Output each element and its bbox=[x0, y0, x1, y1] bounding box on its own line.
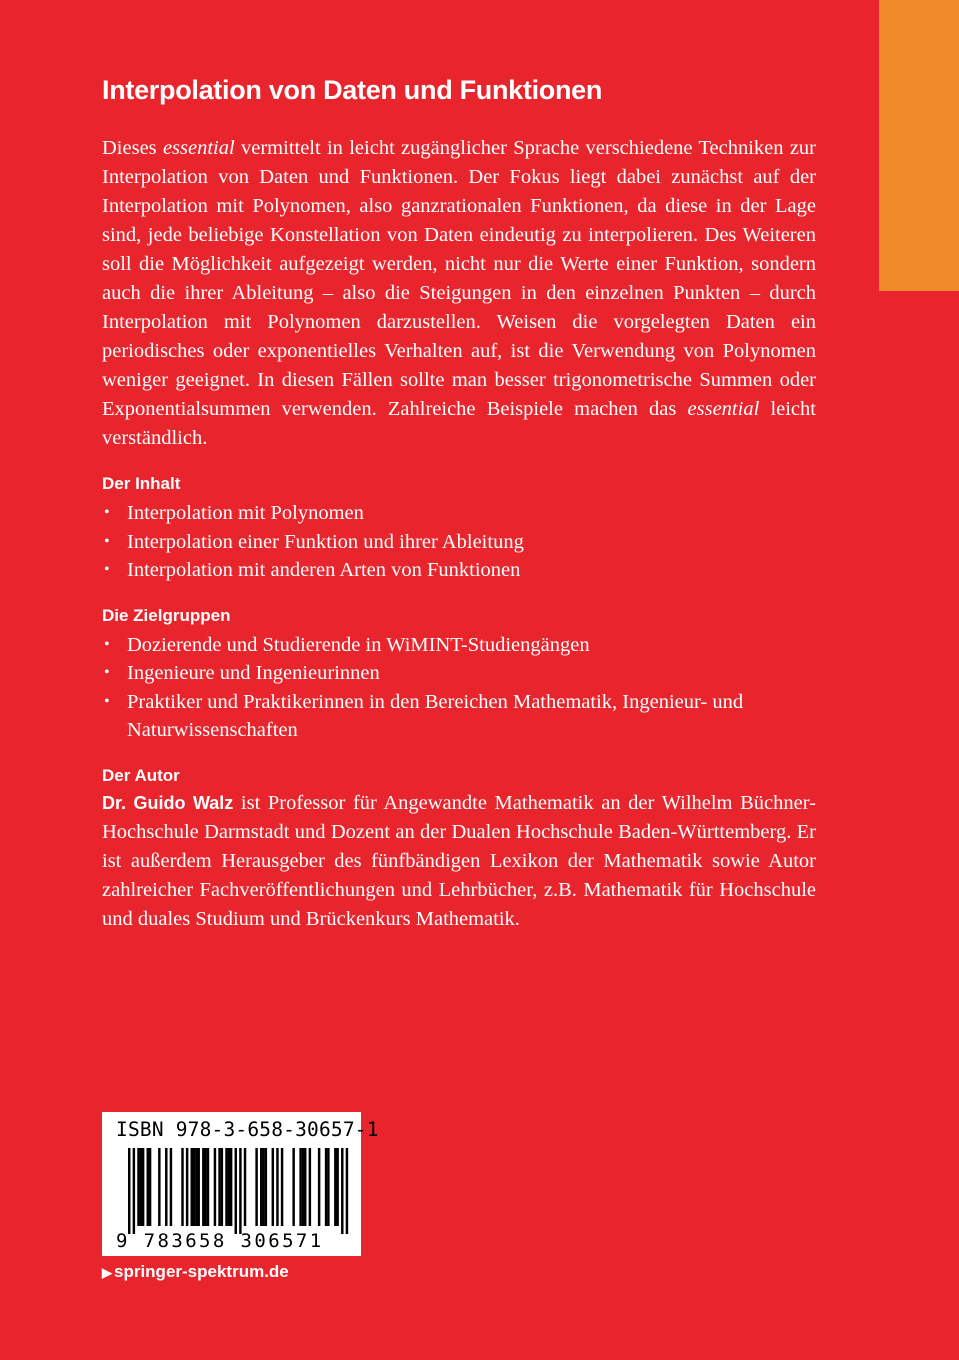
intro-text-3: leicht verständlich. bbox=[102, 398, 816, 449]
barcode-bar bbox=[204, 1148, 206, 1226]
barcode-bar bbox=[281, 1148, 283, 1226]
barcode-bar bbox=[309, 1148, 311, 1226]
section-heading-autor: Der Autor bbox=[102, 765, 180, 785]
barcode-bar bbox=[221, 1148, 223, 1226]
barcode-bar bbox=[230, 1148, 232, 1226]
barcode-bar bbox=[299, 1148, 301, 1226]
back-cover-content bbox=[102, 70, 816, 934]
intro-text-1: Dieses bbox=[102, 137, 163, 159]
list-item: • Interpolation einer Funktion und ihrer Ableitung bbox=[102, 528, 816, 557]
zielgruppen-list bbox=[102, 631, 816, 745]
barcode-bar bbox=[147, 1148, 149, 1226]
barcode-bar bbox=[195, 1148, 197, 1226]
barcode-bar bbox=[334, 1148, 336, 1226]
barcode-bar bbox=[272, 1148, 274, 1226]
inhalt-list bbox=[102, 499, 816, 585]
barcode-bar bbox=[158, 1148, 160, 1226]
publisher-website-link[interactable] bbox=[102, 1262, 289, 1282]
barcode-image bbox=[102, 1148, 361, 1234]
barcode-bar bbox=[318, 1148, 320, 1226]
barcode-bar bbox=[260, 1148, 262, 1226]
barcode-bar bbox=[262, 1148, 264, 1226]
barcode-bar bbox=[140, 1148, 142, 1226]
barcode-bar bbox=[181, 1148, 183, 1226]
list-item: • Interpolation mit anderen Arten von Funktionen bbox=[102, 556, 816, 585]
barcode-bar bbox=[235, 1148, 237, 1234]
barcode-bar bbox=[142, 1148, 144, 1226]
barcode-bar bbox=[304, 1148, 306, 1226]
barcode-bar bbox=[202, 1148, 204, 1226]
author-paragraph bbox=[102, 789, 816, 934]
barcode-bar bbox=[193, 1148, 195, 1226]
list-item: • Interpolation mit Polynomen bbox=[102, 499, 816, 528]
list-item: • Praktiker und Praktikerinnen in den Bereichen Mathematik, Ingenieur- und Naturwissenschaften bbox=[102, 688, 816, 745]
list-item: • Dozierende und Studierende in WiMINT-Studiengängen bbox=[102, 631, 816, 660]
website-url: springer-spektrum.de bbox=[114, 1262, 289, 1281]
barcode-bar bbox=[292, 1148, 294, 1226]
barcode-bar bbox=[214, 1148, 216, 1226]
barcode-bar bbox=[276, 1148, 278, 1226]
author-name: Dr. Guido Walz bbox=[102, 792, 234, 813]
barcode-bar bbox=[128, 1148, 130, 1234]
barcode-bar bbox=[165, 1148, 167, 1226]
barcode-bar bbox=[191, 1148, 193, 1226]
book-title: Interpolation von Daten und Funktionen bbox=[102, 75, 603, 105]
barcode-bar bbox=[186, 1148, 188, 1226]
barcode-bar bbox=[137, 1148, 139, 1226]
barcode-bar bbox=[197, 1148, 199, 1226]
barcode-bar bbox=[170, 1148, 172, 1226]
barcode-bar bbox=[228, 1148, 230, 1226]
barcode-bar bbox=[336, 1148, 338, 1226]
description-paragraph bbox=[102, 134, 816, 453]
section-heading-zielgruppen: Die Zielgruppen bbox=[102, 605, 231, 625]
barcode-digits: 9 783658 306571 bbox=[116, 1230, 324, 1252]
barcode-bar bbox=[346, 1148, 348, 1234]
barcode-bar bbox=[302, 1148, 304, 1226]
intro-italic-2: essential bbox=[687, 398, 760, 420]
author-bio: ist Professor für Angewandte Mathematik an der Wilhelm Büchner-Hochschule Darmstadt und Dozent an der Dualen Hochschule Baden-Württemberg. Er ist außerdem Herausgeber des fünfbändigen Lexikon der Mathematik sowie Autor zahlreicher Fachveröffentlichungen und Lehrbücher, z.B. Mathematik für Hochschule und duales Studium und Brückenkurs Mathematik. bbox=[102, 791, 816, 930]
barcode-bar bbox=[265, 1148, 267, 1226]
barcode-bar bbox=[255, 1148, 257, 1226]
isbn-barcode-box bbox=[102, 1112, 379, 1256]
barcode-bar bbox=[207, 1148, 209, 1226]
barcode-bar bbox=[149, 1148, 151, 1226]
intro-italic-1: essential bbox=[162, 137, 235, 159]
list-item: • Ingenieure und Ingenieurinnen bbox=[102, 659, 816, 688]
barcode-bar bbox=[239, 1148, 241, 1234]
barcode-bar bbox=[325, 1148, 327, 1226]
barcode-bar bbox=[244, 1148, 246, 1226]
barcode-bar bbox=[225, 1148, 227, 1226]
intro-text-2: vermittelt in leicht zugänglicher Sprache verschiedene Techniken zur Interpolation von Daten und Funktionen. Der Fokus liegt dabei zunächst auf der Interpolation mit Polynomen, also ganzrationalen Funktionen, da diese in der Lage sind, jede beliebige Konstellation von Daten eindeutig zu interpolieren. Des Weiteren soll die Möglichkeit aufgezeigt werden, nicht nur die Werte einer Funktion, sondern auch die ihrer Ableitung – also die Steigungen in den einzelnen Punkten – durch Interpolation mit Polynomen darzustellen. Weisen die vorgelegten Daten ein periodisches oder exponentielles Verhalten auf, ist die Verwendung von Polynomen weniger geeignet. In diesen Fällen sollte man besser trigonometrische Summen oder Exponentialsummen verwenden. Zahlreiche Beispiele machen das bbox=[102, 137, 816, 420]
orange-accent-tab bbox=[879, 0, 959, 291]
barcode-bar bbox=[133, 1148, 135, 1234]
barcode-bar bbox=[218, 1148, 220, 1226]
isbn-label: ISBN 978-3-658-30657-1 bbox=[116, 1118, 379, 1141]
arrow-right-icon: ▶ bbox=[102, 1265, 112, 1280]
barcode-bar bbox=[341, 1148, 343, 1234]
barcode-bar bbox=[327, 1148, 329, 1226]
section-heading-inhalt: Der Inhalt bbox=[102, 474, 181, 493]
